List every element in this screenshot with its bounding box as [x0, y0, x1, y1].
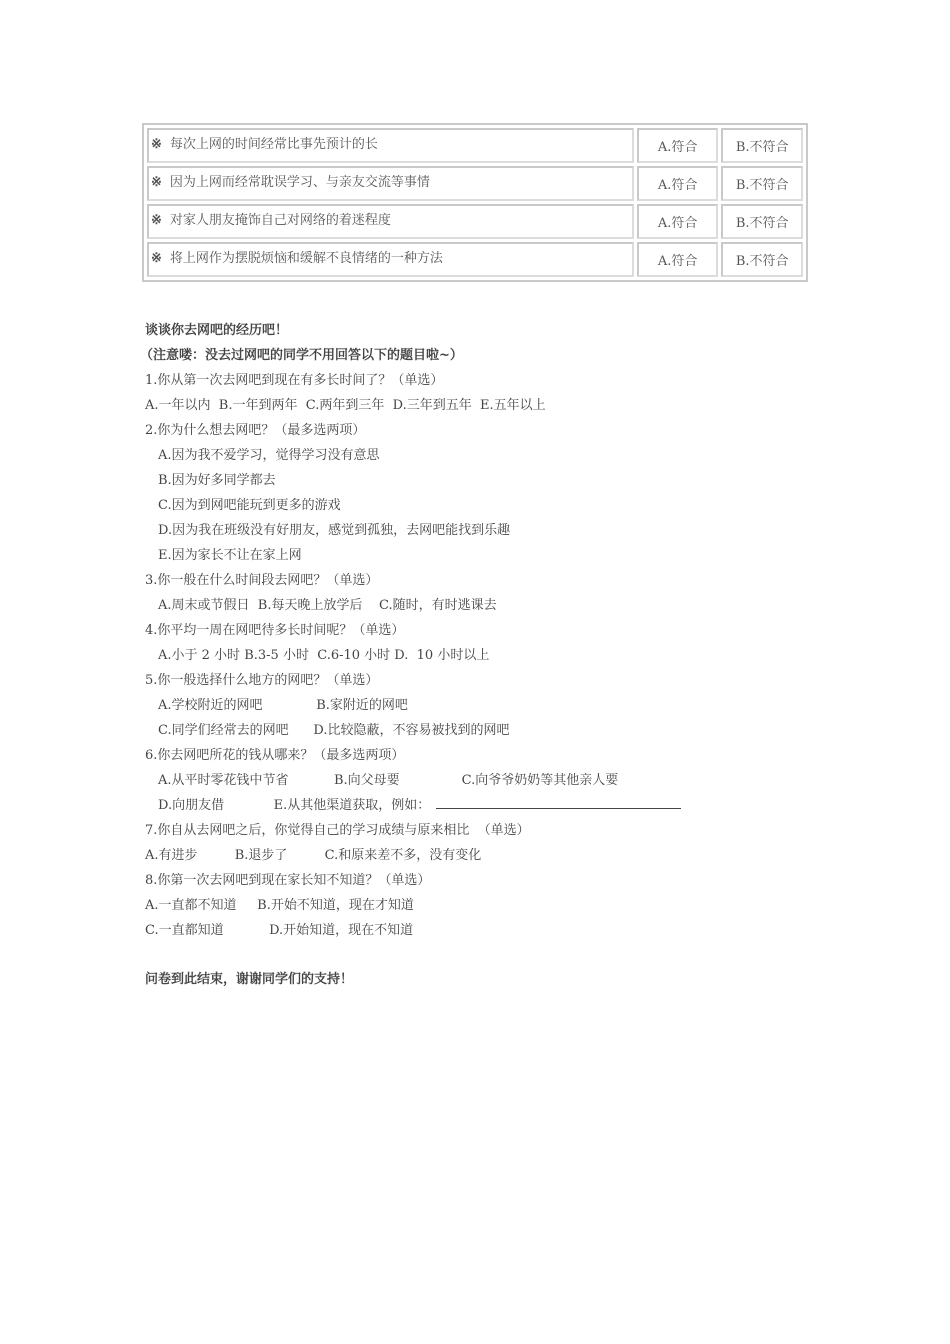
statement-text: 因为上网而经常耽误学习、与亲友交流等事情: [169, 175, 430, 190]
question-6-options-row-1[interactable]: A.从平时零花钱中节省 B.向父母要 C.向爷爷奶奶等其他亲人要: [158, 773, 619, 788]
question-4-options[interactable]: A.小于 2 小时 B.3-5 小时 C.6-10 小时 D. 10 小时以上: [158, 648, 490, 663]
option-b-cell[interactable]: B.不符合: [721, 128, 803, 163]
question-6: 6.你去网吧所花的钱从哪来？（最多选两项）: [145, 748, 405, 763]
reference-mark: ※: [151, 175, 162, 190]
question-6-options-row-2[interactable]: [158, 793, 681, 818]
question-2: 2.你为什么想去网吧？（最多选两项）: [145, 423, 366, 438]
section-heading: 谈谈你去网吧的经历吧！: [145, 323, 289, 338]
statement-text: 将上网作为摆脱烦恼和缓解不良情绪的一种方法: [169, 251, 443, 266]
statement-cell: [147, 166, 634, 201]
question-2-option-b[interactable]: B.因为好多同学都去: [158, 473, 276, 488]
question-7-options[interactable]: A.有进步 B.退步了 C.和原来差不多，没有变化: [145, 848, 482, 863]
reference-mark: ※: [151, 137, 162, 152]
question-4: 4.你平均一周在网吧待多长时间呢？（单选）: [145, 623, 405, 638]
question-3-options[interactable]: A.周末或节假日 B.每天晚上放学后 C.随时，有时逃课去: [158, 598, 497, 613]
table-row: [147, 128, 803, 163]
table-row: [147, 242, 803, 277]
question-1-options[interactable]: A.一年以内 B.一年到两年 C.两年到三年 D.三年到五年 E.五年以上: [145, 398, 546, 413]
table-row: [147, 204, 803, 239]
option-b-cell[interactable]: B.不符合: [721, 242, 803, 277]
statement-cell: [147, 204, 634, 239]
question-2-option-d[interactable]: D.因为我在班级没有好朋友，感觉到孤独，去网吧能找到乐趣: [158, 523, 511, 538]
statement-cell: [147, 128, 634, 163]
fill-in-blank[interactable]: [436, 794, 681, 809]
option-a-cell[interactable]: A.符合: [637, 166, 719, 201]
question-1: 1.你从第一次去网吧到现在有多长时间了？（单选）: [145, 373, 444, 388]
option-a-cell[interactable]: A.符合: [637, 128, 719, 163]
table-row: [147, 166, 803, 201]
question-5: 5.你一般选择什么地方的网吧？（单选）: [145, 673, 379, 688]
option-a-cell[interactable]: A.符合: [637, 204, 719, 239]
question-5-options-row-1[interactable]: A.学校附近的网吧 B.家附近的网吧: [158, 698, 408, 713]
survey-table: [142, 123, 808, 282]
statement-text: 对家人朋友掩饰自己对网络的着迷程度: [169, 213, 391, 228]
reference-mark: ※: [151, 213, 162, 228]
question-2-option-a[interactable]: A.因为我不爱学习，觉得学习没有意思: [158, 448, 380, 463]
statement-text: 每次上网的时间经常比事先预计的长: [169, 137, 378, 152]
option-b-cell[interactable]: B.不符合: [721, 204, 803, 239]
question-5-options-row-2[interactable]: C.同学们经常去的网吧 D.比较隐蔽，不容易被找到的网吧: [158, 723, 510, 738]
section-note: （注意喽：没去过网吧的同学不用回答以下的题目啦~）: [140, 348, 463, 363]
reference-mark: ※: [151, 251, 162, 266]
question-8: 8.你第一次去网吧到现在家长知不知道？（单选）: [145, 873, 431, 888]
option-a-cell[interactable]: A.符合: [637, 242, 719, 277]
question-8-options-row-2[interactable]: C.一直都知道 D.开始知道，现在不知道: [145, 923, 414, 938]
closing-text: 问卷到此结束，谢谢同学们的支持！: [145, 972, 354, 987]
question-6-options-text: D.向朋友借 E.从其他渠道获取，例如：: [158, 798, 431, 813]
question-7: 7.你自从去网吧之后，你觉得自己的学习成绩与原来相比 （单选）: [145, 823, 530, 838]
question-2-option-c[interactable]: C.因为到网吧能玩到更多的游戏: [158, 498, 341, 513]
question-2-option-e[interactable]: E.因为家长不让在家上网: [158, 548, 302, 563]
question-8-options-row-1[interactable]: A.一直都不知道 B.开始不知道，现在才知道: [145, 898, 414, 913]
statement-cell: [147, 242, 634, 277]
option-b-cell[interactable]: B.不符合: [721, 166, 803, 201]
question-3: 3.你一般在什么时间段去网吧？（单选）: [145, 573, 379, 588]
